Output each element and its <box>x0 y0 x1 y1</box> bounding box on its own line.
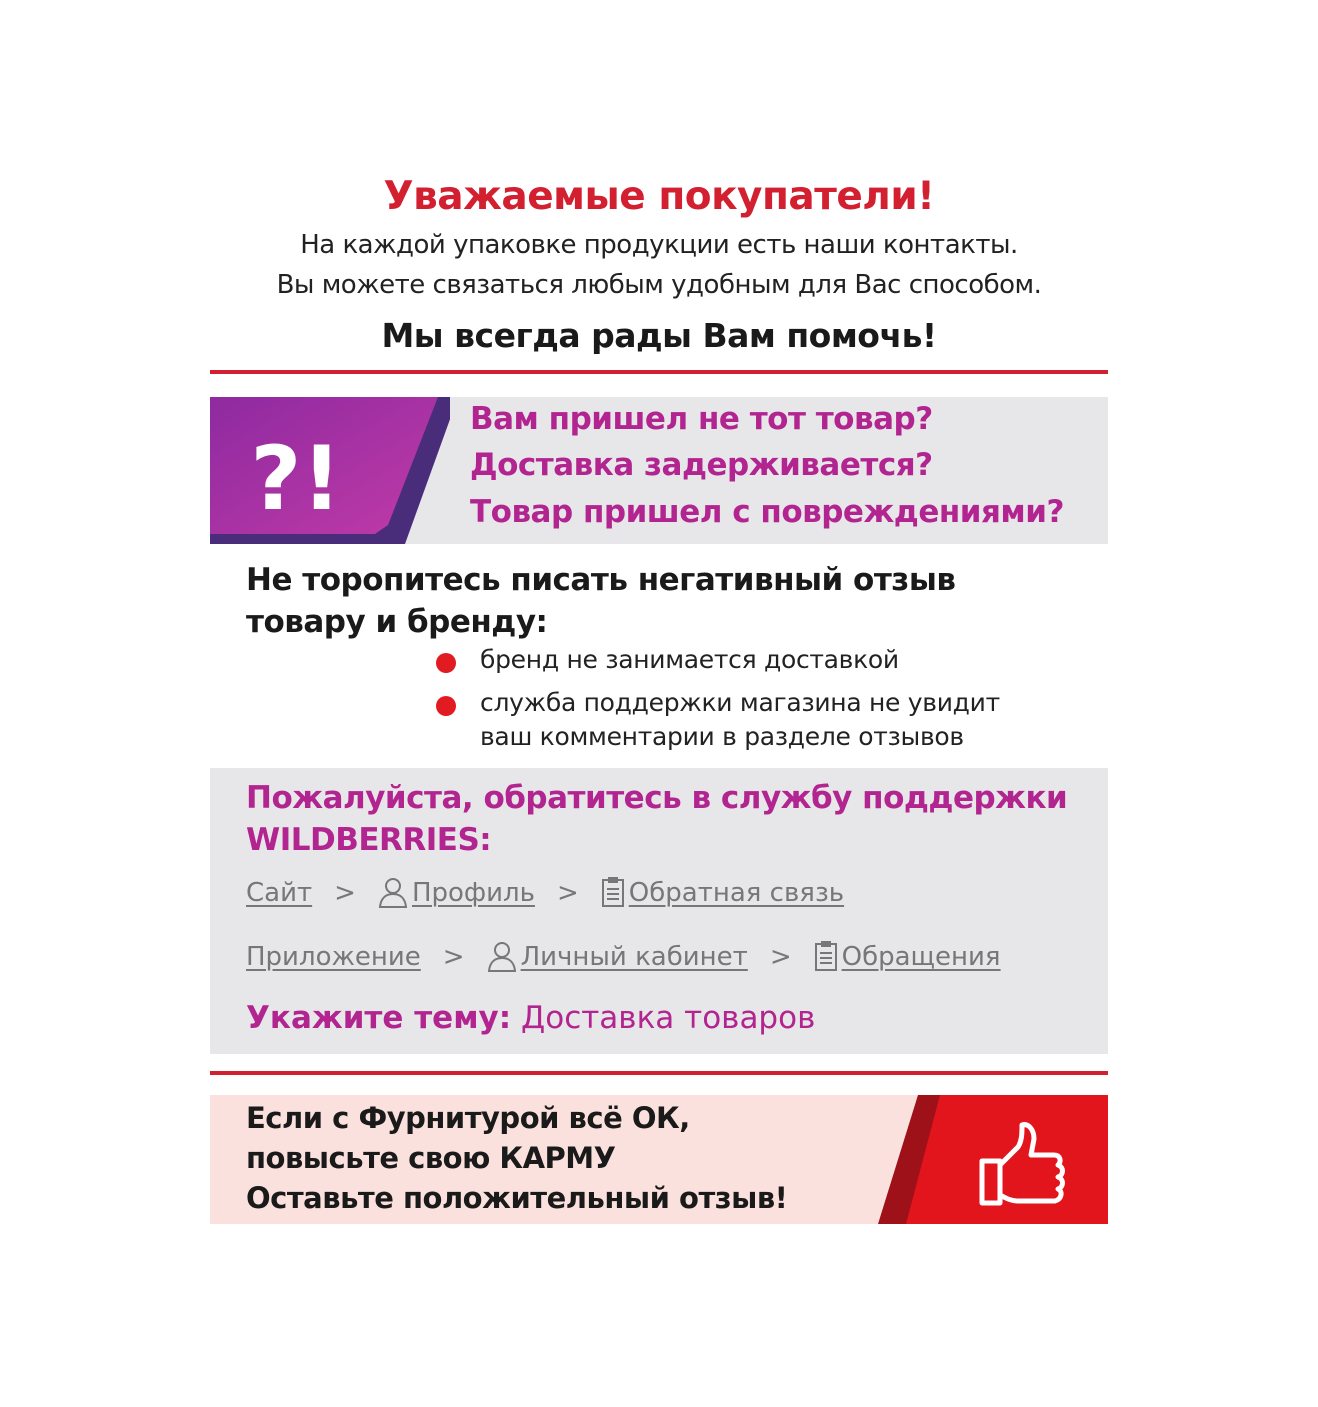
contacts-note: На каждой упаковке продукции есть наши контакты. <box>300 230 1018 260</box>
support-brand: WILDBERRIES: <box>246 822 492 858</box>
question-delay: Доставка задерживается? <box>470 447 933 483</box>
question-wrong-item: Вам пришел не тот товар? <box>470 401 933 437</box>
bullet-dot <box>436 653 456 673</box>
karma-line-2: повысьте свою КАРМУ <box>246 1141 616 1175</box>
page-title: Уважаемые покупатели! <box>383 174 935 219</box>
clipboard-icon <box>814 940 838 972</box>
user-icon <box>487 940 517 972</box>
app-link[interactable]: Приложение <box>246 942 421 972</box>
warning-line-2: товару и бренду: <box>246 604 548 640</box>
karma-panel <box>210 1095 1108 1224</box>
bullet-support-not-see-cont: ваш комментарии в разделе отзывов <box>480 722 964 751</box>
topic-line <box>246 1000 815 1036</box>
warning-line-1: Не торопитесь писать негативный отзыв <box>246 562 956 598</box>
site-path: Сайт > Профиль > Обратная связь <box>246 878 845 908</box>
help-slogan: Мы всегда рады Вам помочь! <box>381 316 937 355</box>
question-exclamation-icon <box>210 397 450 544</box>
thumbs-up-badge <box>878 1095 1108 1224</box>
questions-panel <box>210 397 1108 544</box>
support-heading: Пожалуйста, обратитесь в службу поддержки <box>246 780 1068 816</box>
divider-bottom <box>210 1071 1108 1075</box>
bullet-no-delivery: бренд не занимается доставкой <box>480 645 899 674</box>
site-link[interactable]: Сайт <box>246 878 313 908</box>
contact-way-note: Вы можете связаться любым удобным для Вас способом. <box>276 270 1042 300</box>
topic-value: Доставка товаров <box>521 1000 816 1036</box>
clipboard-icon <box>601 876 625 908</box>
topic-label: Укажите тему: <box>246 1000 512 1036</box>
account-link[interactable]: Личный кабинет <box>520 942 748 972</box>
question-damage: Товар пришел с повреждениями? <box>470 494 1064 530</box>
bullet-support-not-see: служба поддержки магазина не увидит <box>480 688 1000 717</box>
feedback-link[interactable]: Обратная связь <box>628 878 845 908</box>
karma-line-3: Оставьте положительный отзыв! <box>246 1181 788 1215</box>
svg-text:?!: ?! <box>250 427 342 530</box>
divider-top <box>210 370 1108 374</box>
karma-line-1: Если с Фурнитурой всё ОК, <box>246 1101 690 1135</box>
profile-link[interactable]: Профиль <box>411 878 535 908</box>
requests-link[interactable]: Обращения <box>841 942 1001 972</box>
user-icon <box>378 876 408 908</box>
bullet-dot <box>436 696 456 716</box>
support-panel <box>210 768 1108 1054</box>
app-path: Приложение > Личный кабинет > Обращения <box>246 942 1001 972</box>
